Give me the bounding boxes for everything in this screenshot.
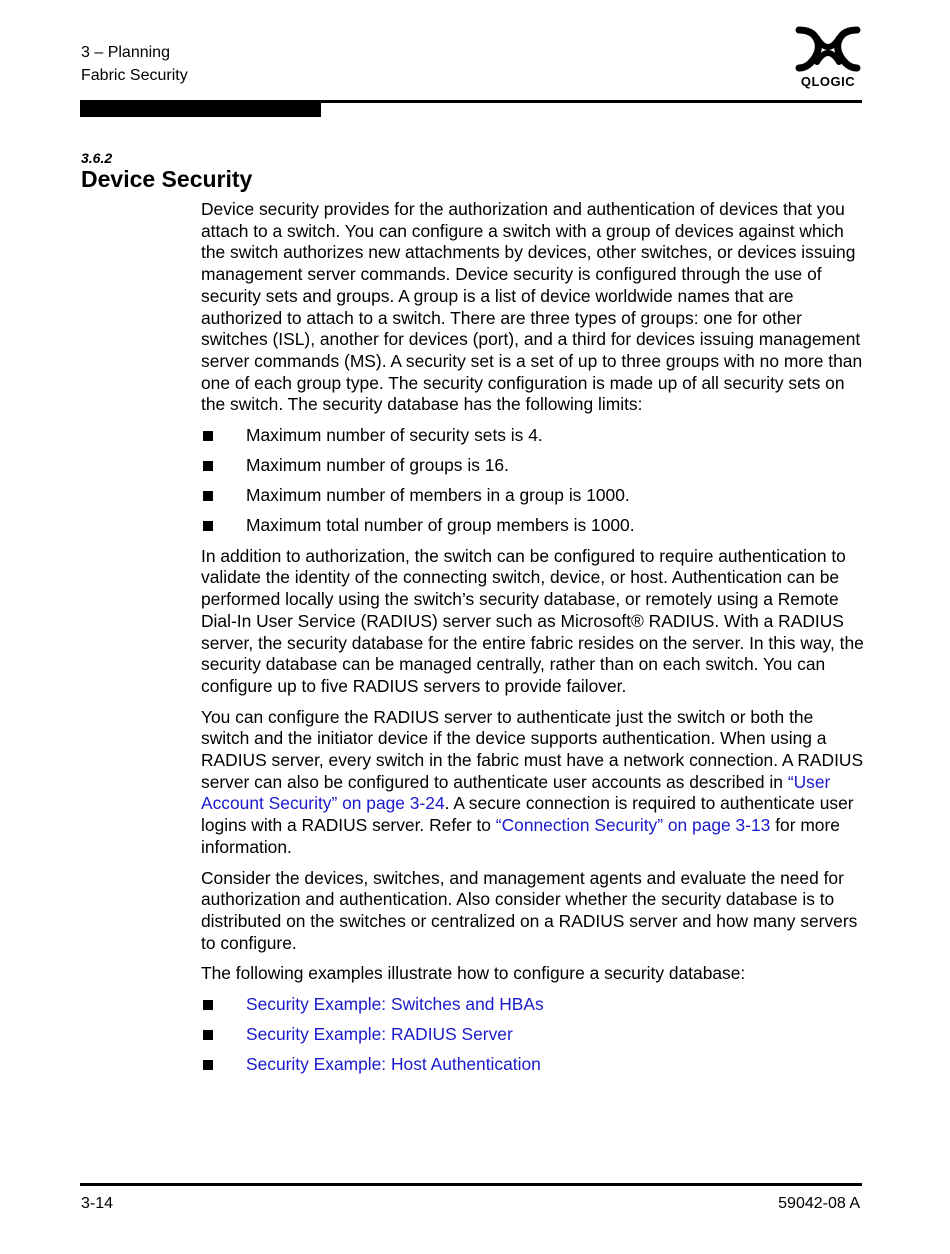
limits-list [201,425,866,537]
section-title: Device Security [81,166,253,192]
qlogic-logo [793,26,865,90]
bullet-icon [203,461,213,471]
bullet-icon [203,1060,213,1070]
document-id: 59042-08 A [778,1195,860,1212]
body-text [201,199,866,1085]
link-example-switches-hbas[interactable]: Security Example: Switches and HBAs [246,994,544,1015]
paragraph-consider: Consider the devices, switches, and management agents and evaluate the need for authorization and authentication. Also consider whether the security database is to distributed on the switches or centralized on a RADIUS server and how many servers to configure. [201,867,858,953]
header-chapter: 3 – Planning [81,44,170,61]
link-example-radius-server[interactable]: Security Example: RADIUS Server [246,1024,513,1045]
examples-list [201,994,866,1076]
list-item: Maximum number of security sets is 4. [201,425,866,447]
list-item [201,1024,866,1046]
bullet-icon [203,491,213,501]
paragraph-intro: Device security provides for the authorization and authentication of devices that you attach to a switch. You can configure a switch with a group of devices against which the switch authorizes new attachments by devices, other switches, or devices issuing management server commands. Device security is configured through the use of security sets and groups. A group is a list of device worldwide names that are authorized to attach to a switch. There are three types of groups: one for other switches (ISL), another for devices (port), and a third for devices issuing management server commands (MS). A security set is a set of up to three groups with no more than one of each group type. The security configuration is made up of all security sets on the switch. The security database has the following limits: [201,199,863,415]
list-item: Maximum number of groups is 16. [201,455,866,477]
footer-rule [80,1183,862,1186]
link-example-host-authentication[interactable]: Security Example: Host Authentication [246,1054,541,1075]
list-item: Maximum number of members in a group is 1000. [201,485,866,507]
link-user-account-security[interactable]: “User Account Security” on page 3-24 [201,771,831,814]
page-number: 3-14 [81,1195,114,1212]
qlogic-logo-icon [793,26,863,74]
list-item [201,1054,866,1076]
bullet-icon [203,1000,213,1010]
paragraph-authentication: In addition to authorization, the switch can be configured to require authentication to validate the identity of the connecting switch, device, or host. Authentication can be performed locally using the switch’s security database, or remotely using a Remote Dial-In User Service (RADIUS) server such as Microsoft® RADIUS. With a RADIUS server, the security database for the entire fabric resides on the server. In this way, the security database can be managed centrally, rather than on each switch. You can configure up to five RADIUS servers to provide failover. [201,545,864,696]
bullet-icon [203,431,213,441]
link-connection-security[interactable]: “Connection Security” on page 3-13 [495,815,771,836]
paragraph-radius: You can configure the RADIUS server to authenticate just the switch or both the switch and the initiator device if the device supports authentication. When using a RADIUS server, every switch in the fabric must have a network connection. A RADIUS server can also be configured to authenticate user accounts as described in “User Account Security” on page 3-24. A secure connection is required to authenticate user logins with a RADIUS server. Refer to “Connection Security” on page 3-13 for more information. [201,706,864,857]
header-section: Fabric Security [81,67,188,84]
list-item: Maximum total number of group members is 1000. [201,515,866,537]
logo-text: QLOGIC [800,74,856,89]
list-item [201,994,866,1016]
header-tab-bar [80,103,321,117]
paragraph-examples-intro: The following examples illustrate how to configure a security database: [201,963,746,984]
section-number: 3.6.2 [81,150,113,166]
bullet-icon [203,521,213,531]
bullet-icon [203,1030,213,1040]
